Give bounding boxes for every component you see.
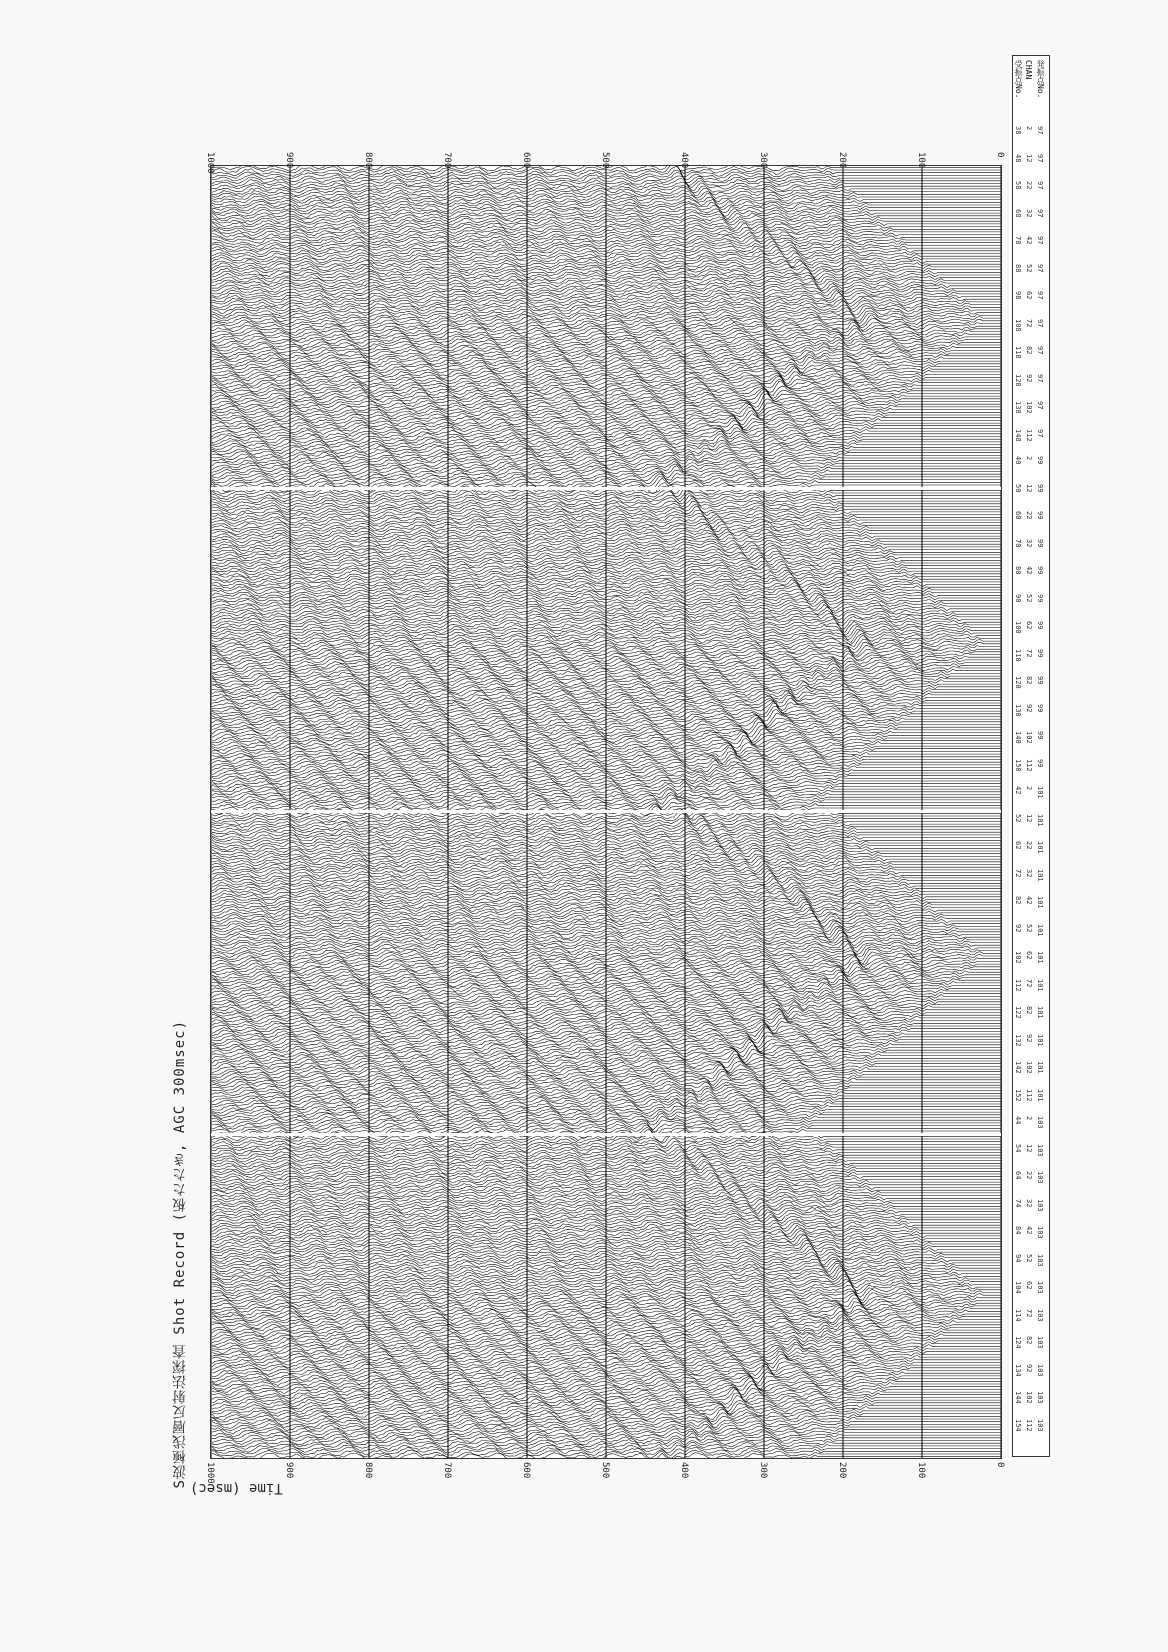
chan-value: 82	[1025, 1336, 1033, 1345]
shot-point-value: 101	[1036, 786, 1044, 799]
time-tick-label-top: 900	[284, 152, 294, 169]
receiver-point-value: 92	[1014, 923, 1022, 932]
receiver-point-value: 100	[1014, 621, 1022, 634]
time-tick-label-bottom: 900	[284, 1462, 294, 1479]
receiver-point-value: 128	[1014, 373, 1022, 387]
receiver-point-value: 124	[1014, 1336, 1022, 1349]
receiver-point-value: 44	[1014, 1116, 1022, 1125]
shot-point-value: 99	[1036, 538, 1044, 547]
chan-value: 2	[1025, 126, 1033, 131]
receiver-point-value: 98	[1014, 291, 1022, 300]
receiver-point-value: 122	[1014, 1006, 1022, 1019]
shot-point-value: 97	[1036, 428, 1044, 437]
shot-point-value: 99	[1036, 703, 1044, 712]
receiver-point-value: 88	[1014, 263, 1022, 272]
receiver-point-value: 104	[1014, 1281, 1022, 1294]
shot-point-value: 103	[1036, 1363, 1044, 1377]
receiver-point-value: 144	[1014, 1391, 1022, 1404]
receiver-point-value: 132	[1014, 1033, 1022, 1047]
chan-value: 2	[1025, 456, 1033, 461]
receiver-point-value: 70	[1014, 538, 1022, 547]
shot-point-value: 103	[1036, 1281, 1044, 1294]
receiver-point-value: 142	[1014, 1061, 1022, 1074]
chan-value: 52	[1025, 263, 1033, 272]
chan-value: 42	[1025, 896, 1033, 905]
shot-point-value: 103	[1036, 1143, 1044, 1157]
shot-point-value: 103	[1036, 1198, 1044, 1212]
receiver-point-value: 108	[1014, 318, 1022, 332]
chan-value: 112	[1025, 758, 1033, 772]
chan-value: 72	[1025, 648, 1033, 657]
receiver-point-value: 84	[1014, 1226, 1022, 1235]
receiver-point-value: 90	[1014, 593, 1022, 602]
chan-value: 22	[1025, 511, 1033, 520]
receiver-point-value: 74	[1014, 1198, 1022, 1207]
chan-value: 32	[1025, 538, 1033, 547]
receiver-point-value: 120	[1014, 676, 1022, 689]
receiver-point-value: 94	[1014, 1253, 1022, 1262]
chan-value: 102	[1025, 1061, 1033, 1074]
chan-value: 62	[1025, 951, 1033, 960]
shot-point-value: 99	[1036, 593, 1044, 602]
chan-value: 52	[1025, 923, 1033, 932]
chan-value: 12	[1025, 153, 1033, 162]
chan-value: 112	[1025, 1088, 1033, 1102]
shot-point-value: 103	[1036, 1116, 1044, 1129]
trace-header-table	[1012, 55, 1050, 1457]
chan-value: 112	[1025, 1418, 1033, 1432]
receiver-point-value: 64	[1014, 1171, 1022, 1180]
chan-value: 32	[1025, 868, 1033, 877]
chan-value: 2	[1025, 786, 1033, 791]
time-tick-label-bottom: 600	[521, 1462, 531, 1479]
time-tick-label-bottom: 0	[995, 1462, 1005, 1468]
shot-point-value: 101	[1036, 1088, 1044, 1102]
shot-point-value: 99	[1036, 621, 1044, 630]
shot-point-value: 103	[1036, 1418, 1044, 1432]
time-tick-label-bottom: 400	[679, 1462, 689, 1479]
chan-value: 72	[1025, 318, 1033, 327]
shot-point-value: 97	[1036, 263, 1044, 272]
receiver-point-value: 130	[1014, 703, 1022, 717]
chan-label: CHAN	[1024, 60, 1033, 80]
shot-point-value: 99	[1036, 566, 1044, 575]
shot-point-value: 103	[1036, 1253, 1044, 1267]
shot-point-value: 99	[1036, 676, 1044, 685]
seismic-shot-record-plot	[210, 165, 1002, 1459]
shot-point-value: 101	[1036, 1033, 1044, 1047]
time-tick-label-top: 500	[600, 152, 610, 169]
time-tick-label-top: 1000	[205, 152, 215, 174]
shot-point-value: 101	[1036, 896, 1044, 909]
time-tick-label-top: 600	[521, 152, 531, 169]
time-tick-label-bottom: 500	[600, 1462, 610, 1479]
chan-value: 82	[1025, 676, 1033, 685]
receiver-point-value: 72	[1014, 868, 1022, 877]
shot-point-value: 101	[1036, 841, 1044, 854]
shot-point-value: 97	[1036, 181, 1044, 190]
shot-point-value: 103	[1036, 1226, 1044, 1239]
shot-group-separator	[211, 810, 1001, 813]
receiver-point-value: 110	[1014, 648, 1022, 662]
time-tick-label-bottom: 1000	[205, 1462, 215, 1484]
receiver-point-value: 50	[1014, 483, 1022, 492]
chan-value: 22	[1025, 1171, 1033, 1180]
time-tick-label-top: 200	[837, 152, 847, 169]
shot-group-separator	[211, 1133, 1001, 1136]
shot-point-value: 97	[1036, 236, 1044, 245]
shot-point-value: 97	[1036, 291, 1044, 300]
time-tick-label-top: 0	[995, 152, 1005, 158]
receiver-point-value: 152	[1014, 1088, 1022, 1102]
receiver-point-value: 60	[1014, 511, 1022, 520]
chan-value: 2	[1025, 1116, 1033, 1121]
chan-value: 62	[1025, 1281, 1033, 1290]
time-tick-label-top: 800	[363, 152, 373, 169]
chan-value: 32	[1025, 1198, 1033, 1207]
time-tick-label-top: 300	[758, 152, 768, 169]
receiver-point-value: 80	[1014, 566, 1022, 575]
time-tick-label-bottom: 100	[916, 1462, 926, 1479]
shot-point-value: 101	[1036, 813, 1044, 827]
receiver-point-value: 78	[1014, 236, 1022, 245]
chan-value: 72	[1025, 978, 1033, 987]
receiver-point-value: 58	[1014, 181, 1022, 190]
receiver-point-value: 54	[1014, 1143, 1022, 1152]
time-tick-label-bottom: 700	[442, 1462, 452, 1479]
shot-point-value: 99	[1036, 731, 1044, 740]
receiver-point-value: 112	[1014, 978, 1022, 992]
chan-value: 92	[1025, 703, 1033, 712]
shot-point-value: 99	[1036, 483, 1044, 492]
shot-point-value: 101	[1036, 1061, 1044, 1074]
chan-value: 92	[1025, 1363, 1033, 1372]
shot-point-value: 99	[1036, 456, 1044, 465]
chan-value: 112	[1025, 428, 1033, 442]
receiver-point-value: 134	[1014, 1363, 1022, 1377]
chan-value: 52	[1025, 593, 1033, 602]
receiver-point-value: 68	[1014, 208, 1022, 217]
receiver-point-value: 114	[1014, 1308, 1022, 1322]
shot-point-value: 97	[1036, 373, 1044, 382]
chan-value: 102	[1025, 401, 1033, 414]
shot-point-value: 103	[1036, 1171, 1044, 1184]
time-tick-label-bottom: 300	[758, 1462, 768, 1479]
shot-point-value: 97	[1036, 401, 1044, 410]
receiver-point-value: 40	[1014, 456, 1022, 465]
shot-point-value: 103	[1036, 1308, 1044, 1322]
chan-value: 12	[1025, 813, 1033, 822]
shot-point-value: 101	[1036, 978, 1044, 992]
chan-value: 32	[1025, 208, 1033, 217]
shot-point-value: 101	[1036, 923, 1044, 937]
chan-value: 42	[1025, 566, 1033, 575]
shot-point-value: 99	[1036, 648, 1044, 657]
chan-value: 92	[1025, 1033, 1033, 1042]
chan-value: 42	[1025, 236, 1033, 245]
shot-point-value: 103	[1036, 1391, 1044, 1404]
shot-point-value: 97	[1036, 153, 1044, 162]
shot-point-label: 発振点No.	[1036, 60, 1045, 99]
receiver-point-value: 150	[1014, 758, 1022, 772]
chan-value: 12	[1025, 1143, 1033, 1152]
time-tick-label-bottom: 200	[837, 1462, 847, 1479]
time-tick-label-top: 100	[916, 152, 926, 169]
receiver-point-value: 148	[1014, 428, 1022, 442]
chan-value: 92	[1025, 373, 1033, 382]
shot-point-value: 101	[1036, 951, 1044, 964]
chan-value: 82	[1025, 346, 1033, 355]
receiver-point-value: 102	[1014, 951, 1022, 964]
chan-value: 82	[1025, 1006, 1033, 1015]
chan-value: 102	[1025, 731, 1033, 744]
chan-value: 42	[1025, 1226, 1033, 1235]
chan-value: 72	[1025, 1308, 1033, 1317]
shot-point-value: 97	[1036, 346, 1044, 355]
receiver-point-value: 118	[1014, 346, 1022, 359]
chan-value: 12	[1025, 483, 1033, 492]
receiver-point-value: 48	[1014, 153, 1022, 162]
time-tick-label-top: 400	[679, 152, 689, 169]
seismic-wiggle-traces	[211, 166, 1001, 1458]
receiver-point-value: 154	[1014, 1418, 1022, 1432]
chan-value: 22	[1025, 841, 1033, 850]
time-tick-label-bottom: 800	[363, 1462, 373, 1479]
figure-caption: S波極浅層反射法探査 Shot Record (板たたき, AGC 300msec)	[172, 1020, 188, 1489]
receiver-point-value: 140	[1014, 731, 1022, 744]
receiver-point-value: 138	[1014, 401, 1022, 414]
shot-point-value: 97	[1036, 318, 1044, 327]
chan-value: 62	[1025, 291, 1033, 300]
shot-point-value: 99	[1036, 758, 1044, 767]
receiver-point-value: 82	[1014, 896, 1022, 905]
chan-value: 52	[1025, 1253, 1033, 1262]
receiver-point-label: 受振点No.	[1014, 60, 1023, 99]
shot-point-value: 99	[1036, 511, 1044, 520]
shot-point-value: 97	[1036, 126, 1044, 135]
receiver-point-value: 38	[1014, 126, 1022, 135]
shot-point-value: 103	[1036, 1336, 1044, 1349]
chan-value: 102	[1025, 1391, 1033, 1404]
chan-value: 22	[1025, 181, 1033, 190]
chan-value: 62	[1025, 621, 1033, 630]
shot-group-separator	[211, 487, 1001, 490]
shot-point-value: 97	[1036, 208, 1044, 217]
time-tick-label-top: 700	[442, 152, 452, 169]
receiver-point-value: 62	[1014, 841, 1022, 850]
receiver-point-value: 42	[1014, 786, 1022, 795]
time-axis-title: Time (msec)	[190, 1480, 283, 1496]
shot-point-value: 101	[1036, 1006, 1044, 1019]
receiver-point-value: 52	[1014, 813, 1022, 822]
shot-point-value: 101	[1036, 868, 1044, 882]
